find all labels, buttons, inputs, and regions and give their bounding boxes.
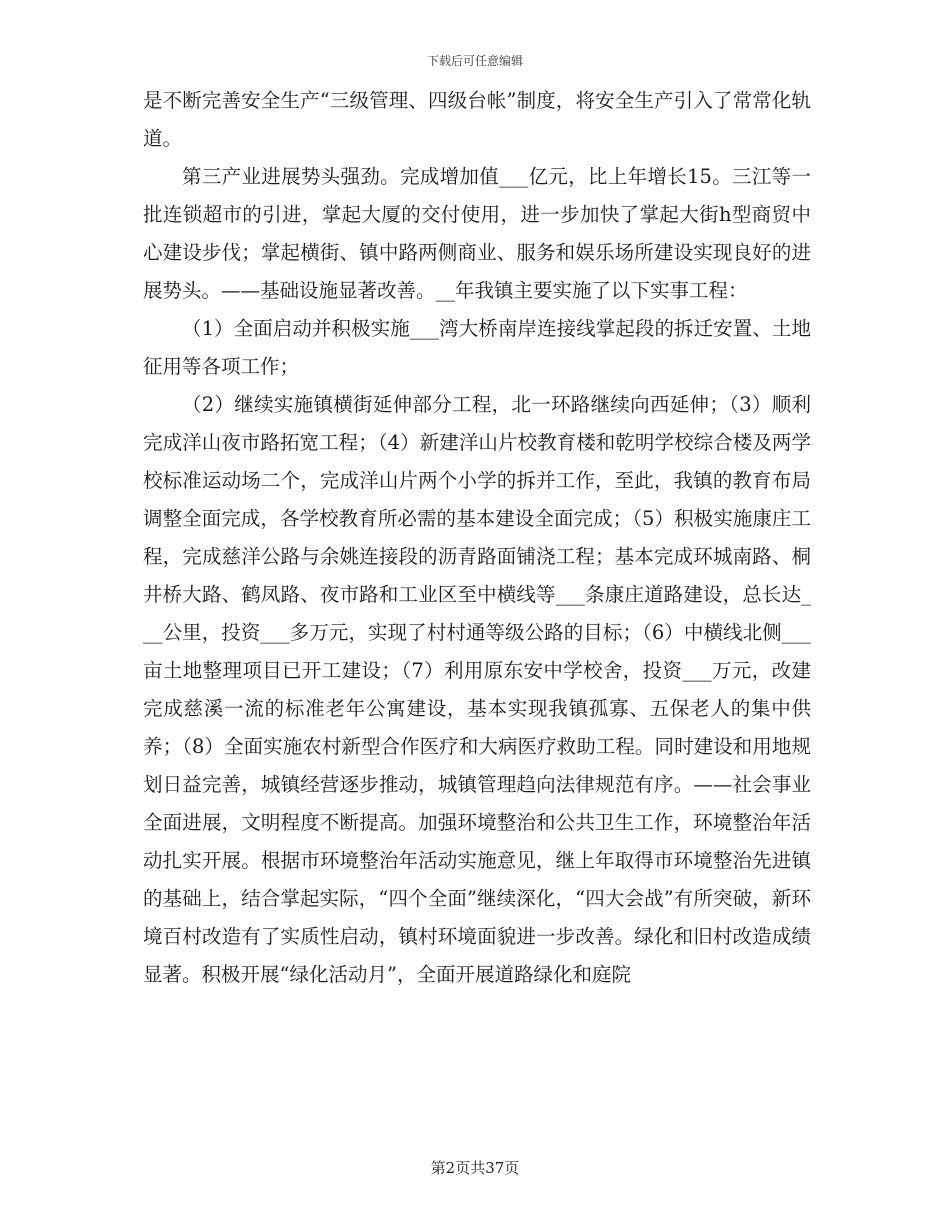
page-footer: 第2页共37页 — [430, 1159, 520, 1177]
document-body — [143, 82, 811, 994]
paragraph: 是不断完善安全生产“三级管理、四级台帐”制度，将安全生产引入了常常化轨道。 — [143, 89, 811, 150]
page-header: 下载后可任意编辑 — [426, 54, 523, 68]
paragraph: （1）全面启动并积极实施___湾大桥南岸连接线掌起段的拆迁安置、土地征用等各项工作； — [143, 317, 811, 378]
paragraph: （2）继续实施镇横街延伸部分工程，北一环路继续向西延伸；（3）顺利完成洋山夜市路拓宽工程；（4）新建洋山片校教育楼和乾明学校综合楼及两学校标准运动场二个，完成洋山片两个小学的拆并工作，至此，我镇的教育布局调整全面完成，各学校教育所必需的基本建设全面完成；（5）积极实施康庄工程，完成慈洋公路与余姚连接段的沥青路面铺浇工程；基本完成环城南路、桐井桥大路、鹤凤路、夜市路和工业区至中横线等___条康庄道路建设，总长达___公里，投资___多万元，实现了村村通等级公路的目标；（6）中横线北侧___亩土地整理项目已开工建设；（7）利用原东安中学校舍，投资___万元，改建完成慈溪一流的标准老年公寓建设，基本实现我镇孤寡、五保老人的集中供养；（8）全面实施农村新型合作医疗和大病医疗救助工程。同时建设和用地规划日益完善，城镇经营逐步推动，城镇管理趋向法律规范有序。——社会事业全面进展，文明程度不断提高。加强环境整治和公共卫生工作，环境整治年活动扎实开展。根据市环境整治年活动实施意见，继上年取得市环境整治先进镇的基础上，结合掌起实际，“四个全面”继续深化，“四大会战”有所突破，新环境百村改造有了实质性启动，镇村环境面貌进一步改善。绿化和旧村改造成绩显著。积极开展“绿化活动月”，全面开展道路绿化和庭院 — [143, 393, 811, 986]
paragraph: 第三产业进展势头强劲。完成增加值___亿元，比上年增长15。三江等一批连锁超市的引进，掌起大厦的交付使用，进一步加快了掌起大街h型商贸中心建设步伐；掌起横街、镇中路两侧商业、服务和娱乐场所建设实现良好的进展势头。——基础设施显著改善。__年我镇主要实施了以下实事工程： — [143, 165, 811, 302]
